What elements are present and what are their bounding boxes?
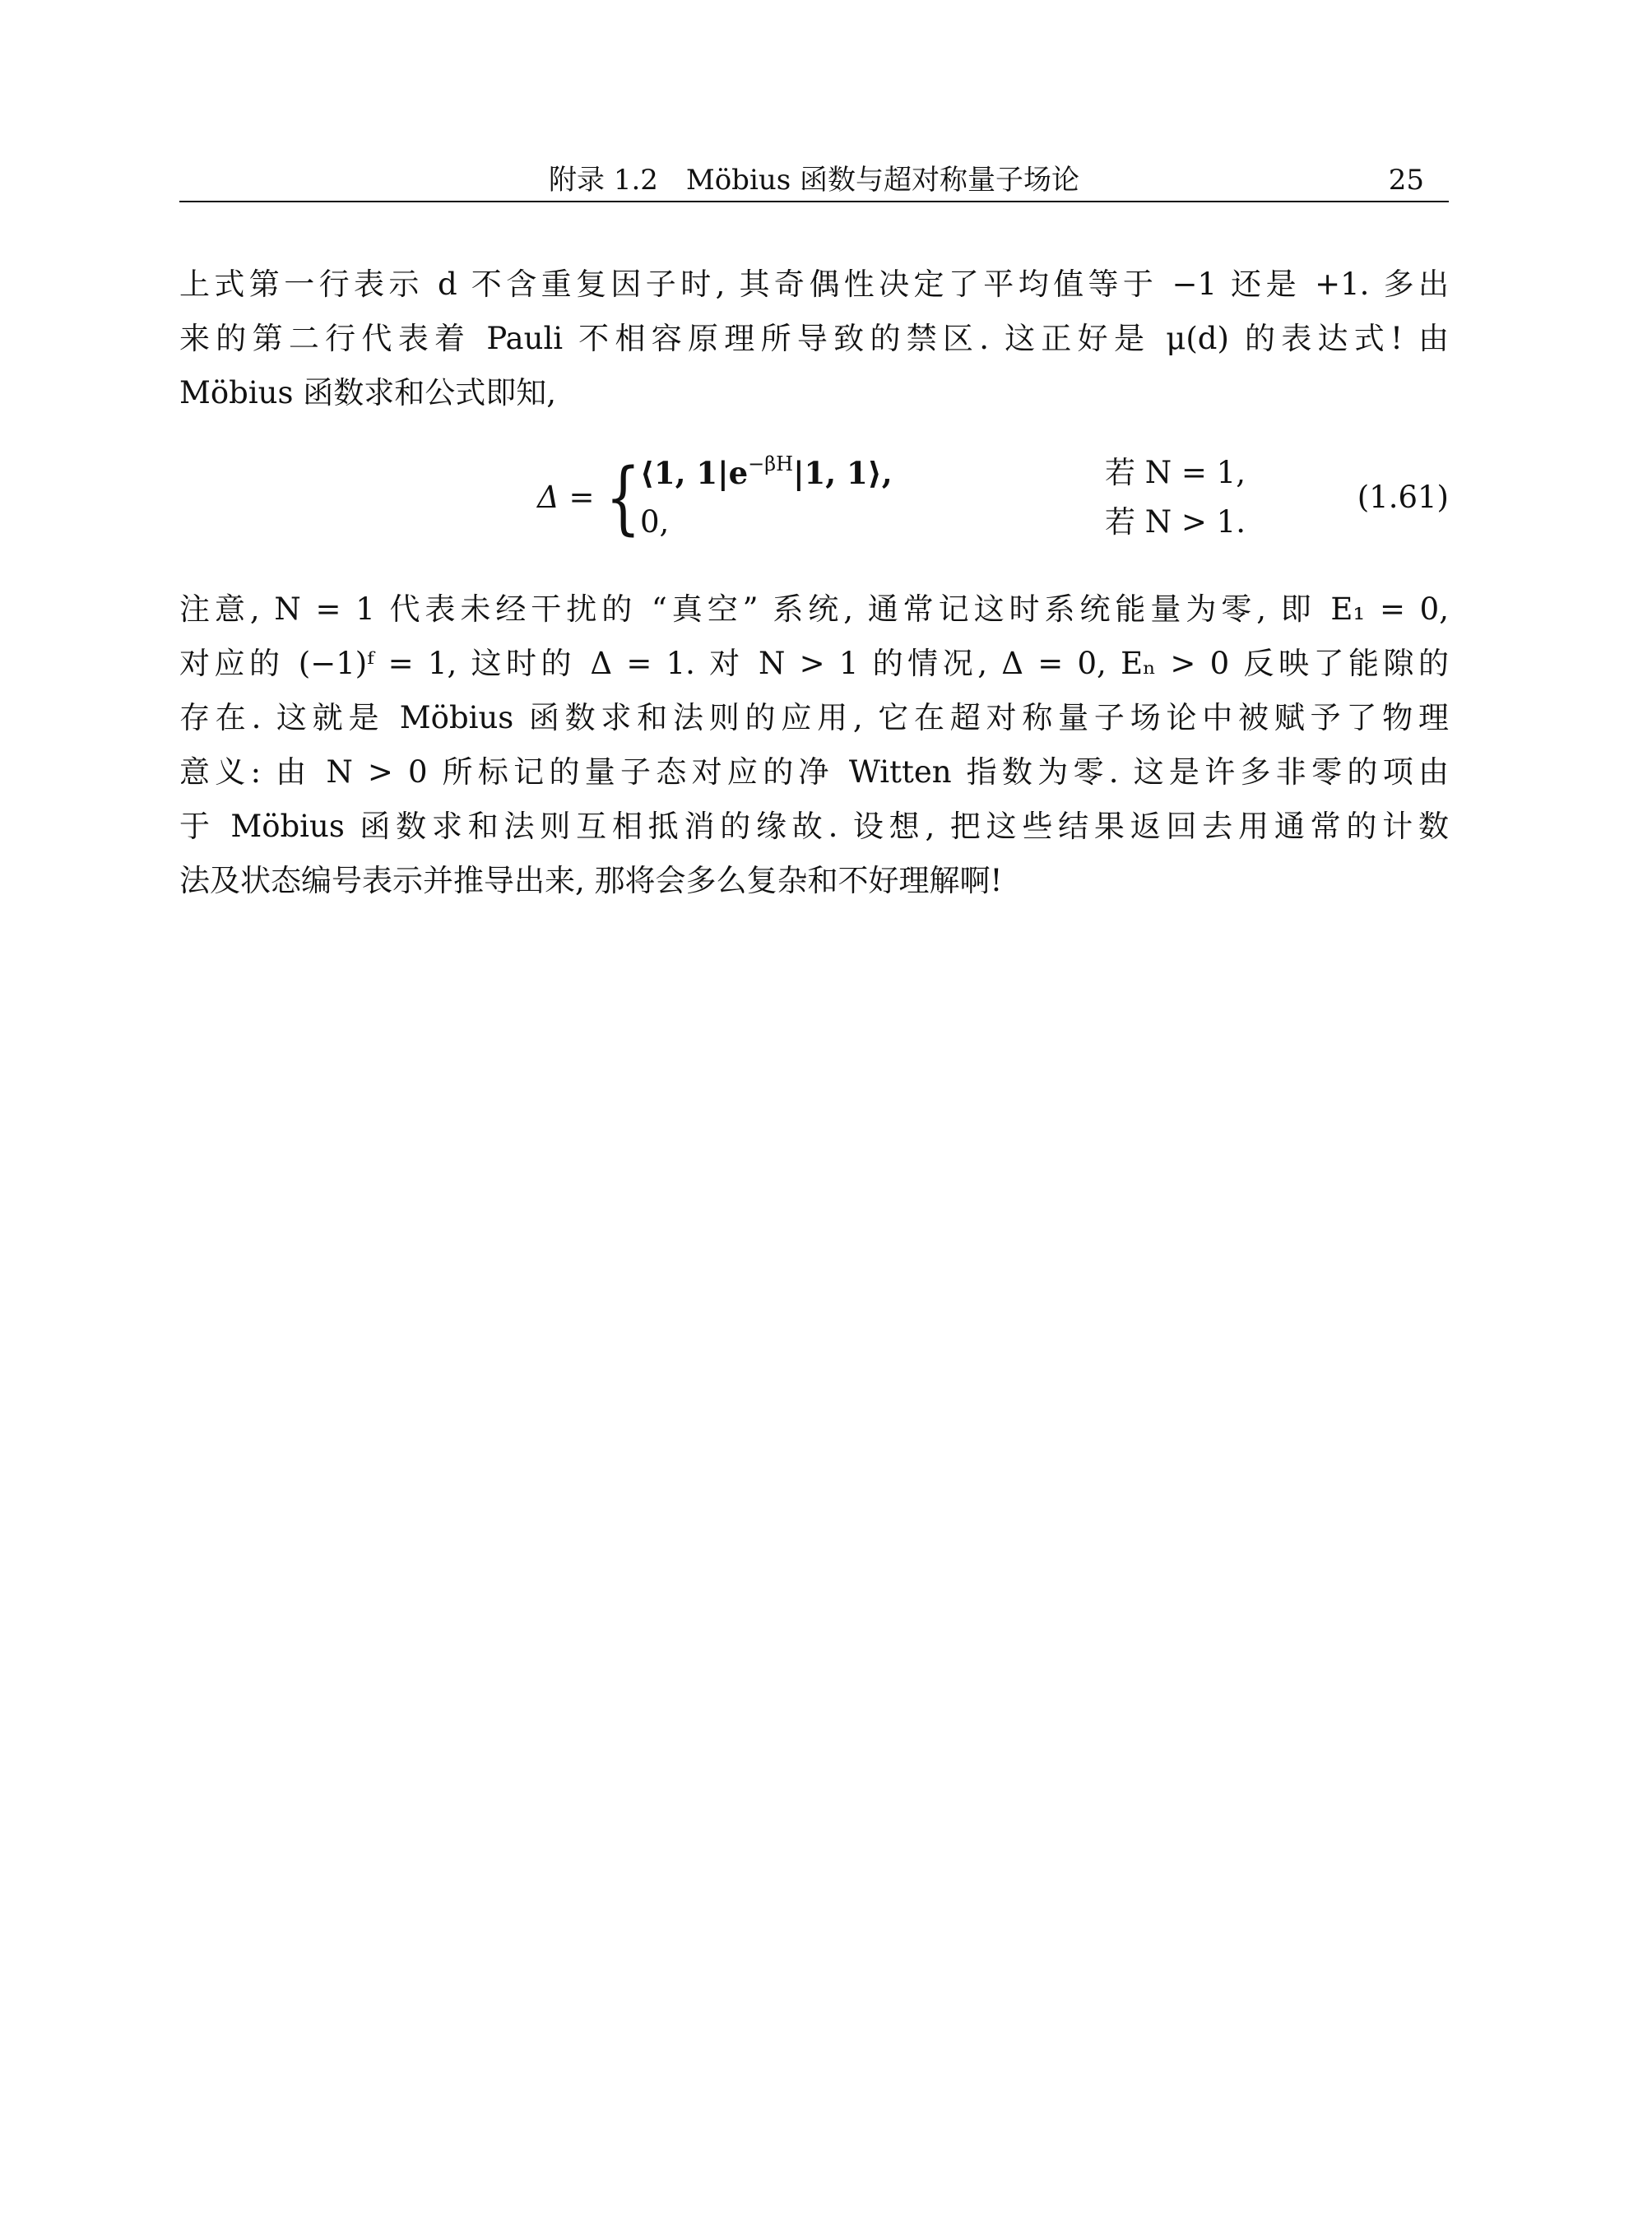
- paragraph-1-line-2: 来的第二行代表着 Pauli 不相容原理所导致的禁区. 这正好是 μ(d) 的表达式! 由: [179, 321, 1449, 356]
- equation-case-1: [640, 448, 1246, 498]
- paragraph-2-line-4: 意义: 由 N > 0 所标记的量子态对应的净 Witten 指数为零. 这是许多非零的项由: [179, 754, 1449, 790]
- equation-lhs: Δ =: [537, 480, 595, 515]
- case-1-value: [640, 452, 893, 491]
- paragraph-2-line-6: 法及状态编号表示并推导出来, 那将会多么复杂和不好理解啊!: [179, 863, 1003, 898]
- case-1-value-tail: |1, 1⟩,: [793, 455, 893, 491]
- case-2-value: 0,: [640, 504, 670, 540]
- paragraph-2: [179, 582, 1449, 908]
- case-2-condition: 若 N > 1.: [1105, 504, 1246, 540]
- paragraph-2-line-5: 于 Möbius 函数求和法则互相抵消的缘故. 设想, 把这些结果返回去用通常的计数: [179, 809, 1449, 844]
- case-1-value-main: ⟨1, 1|e: [640, 455, 749, 491]
- running-title: 附录 1.2 Möbius 函数与超对称量子场论: [549, 164, 1079, 197]
- page-number: 25: [1388, 164, 1424, 197]
- paragraph-1-line-3: Möbius 函数求和公式即知,: [179, 375, 557, 410]
- header-rule: [179, 201, 1449, 202]
- case-1-condition: 若 N = 1,: [1105, 455, 1246, 490]
- paragraph-1-line-1: 上式第一行表示 d 不含重复因子时, 其奇偶性决定了平均值等于 −1 还是 +1. 多出: [179, 267, 1449, 302]
- equation-case-2: [640, 498, 1246, 547]
- equation-1-61: [179, 440, 1449, 555]
- running-header: [179, 161, 1449, 199]
- paragraph-1: [179, 257, 1449, 420]
- paragraph-2-line-1: 注意, N = 1 代表未经干扰的 “真空” 系统, 通常记这时系统能量为零, 即 E₁ = 0,: [179, 591, 1449, 627]
- equation-brace: {: [606, 452, 641, 544]
- equation-number: (1.61): [1357, 480, 1449, 515]
- case-1-exponent: −βH: [748, 452, 794, 475]
- paragraph-2-line-3: 存在. 这就是 Möbius 函数求和法则的应用, 它在超对称量子场论中被赋予了物理: [179, 700, 1449, 735]
- paragraph-2-line-2: 对应的 (−1)ᶠ = 1, 这时的 Δ = 1. 对 N > 1 的情况, Δ = 0, Eₙ > 0 反映了能隙的: [179, 646, 1449, 681]
